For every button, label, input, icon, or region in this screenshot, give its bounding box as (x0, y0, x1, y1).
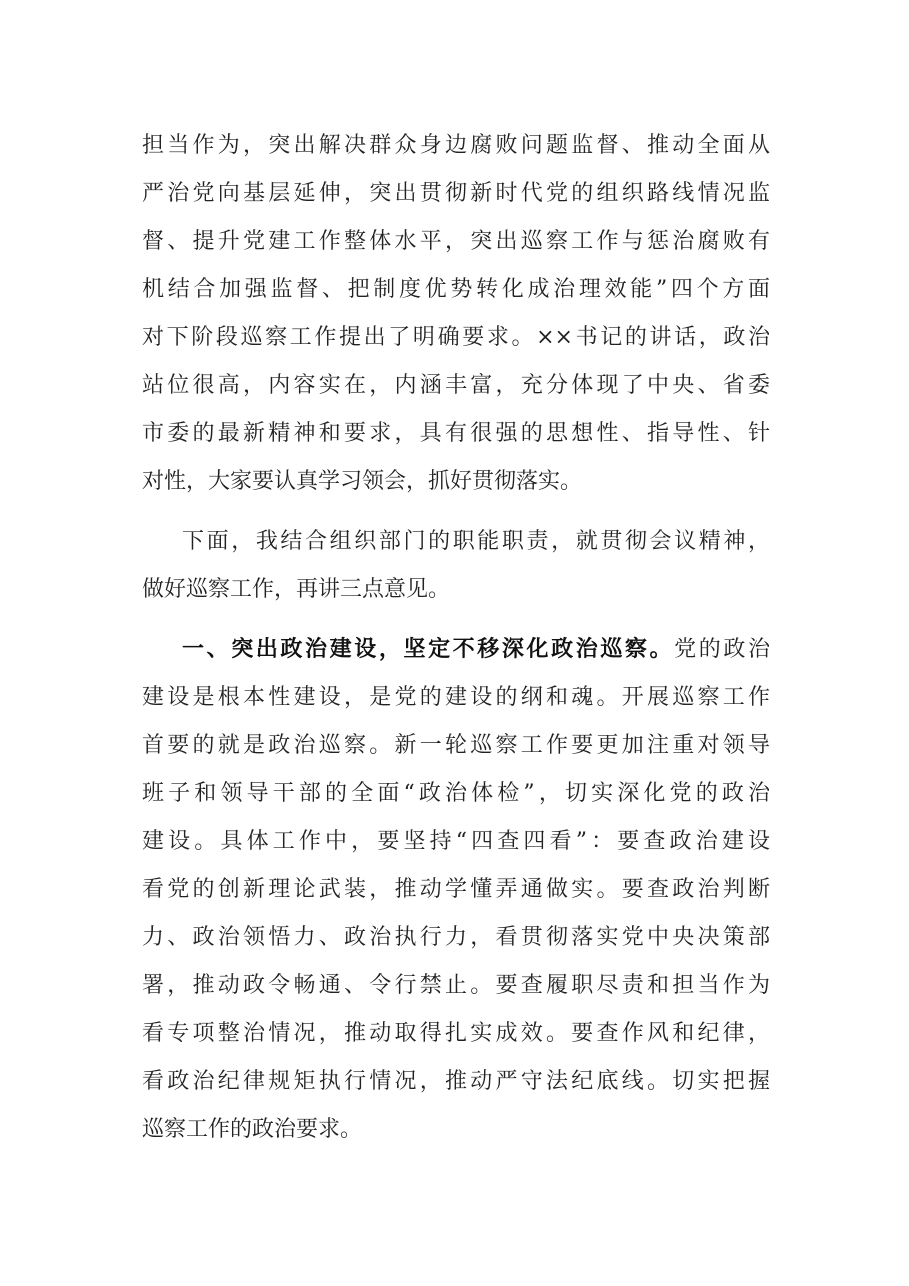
text-line: 做好巡察工作，再讲三点意见。 (142, 577, 451, 602)
text-line: 建设是根本性建设，是党的建设的纲和魂。开展巡察工作 (142, 685, 770, 710)
text-line: 看政治纪律规矩执行情况，推动严守法纪底线。切实把握 (142, 1069, 770, 1094)
text-line: 班子和领导干部的全面“政治体检”，切实深化党的政治 (142, 781, 770, 806)
text-line: 督、提升党建工作整体水平，突出巡察工作与惩治腐败有 (142, 229, 770, 254)
text-line: 市委的最新精神和要求，具有很强的思想性、指导性、针 (142, 421, 770, 446)
text-line: 对下阶段巡察工作提出了明确要求。××书记的讲话，政治 (142, 325, 770, 350)
section-heading-line (142, 626, 770, 674)
text-line: 首要的就是政治巡察。新一轮巡察工作要更加注重对领导 (142, 733, 770, 758)
text-line: 署，推动政令畅通、令行禁止。要查履职尽责和担当作为 (142, 973, 770, 998)
text-line: 对性，大家要认真学习领会，抓好贯彻落实。 (142, 469, 583, 494)
paragraph-1 (142, 122, 770, 506)
text-line: 下面，我结合组织部门的职能职责，就贯彻会议精神， (182, 529, 770, 554)
heading-line-rest: 党的政治 (674, 637, 770, 662)
text-line: 力、政治领悟力、政治执行力，看贯彻落实党中央决策部 (142, 925, 770, 950)
text-line: 看党的创新理论武装，推动学懂弄通做实。要查政治判断 (142, 877, 770, 902)
text-line: 站位很高，内容实在，内涵丰富，充分体现了中央、省委 (142, 373, 770, 398)
paragraph-spacer (142, 614, 770, 626)
section-heading: 一、突出政治建设，坚定不移深化政治巡察。 (182, 637, 675, 662)
text-line: 建设。具体工作中，要坚持“四查四看”：要查政治建设 (142, 829, 770, 854)
text-line: 巡察工作的政治要求。 (142, 1117, 363, 1142)
text-line: 严治党向基层延伸，突出贯彻新时代党的组织路线情况监 (142, 181, 770, 206)
paragraph-2 (142, 518, 770, 614)
text-line: 看专项整治情况，推动取得扎实成效。要查作风和纪律， (142, 1021, 770, 1046)
document-body (142, 122, 770, 1154)
text-line: 担当作为，突出解决群众身边腐败问题监督、推动全面从 (142, 133, 770, 158)
text-line: 机结合加强监督、把制度优势转化成治理效能”四个方面 (142, 277, 770, 302)
paragraph-spacer (142, 506, 770, 518)
paragraph-3 (142, 626, 770, 1154)
